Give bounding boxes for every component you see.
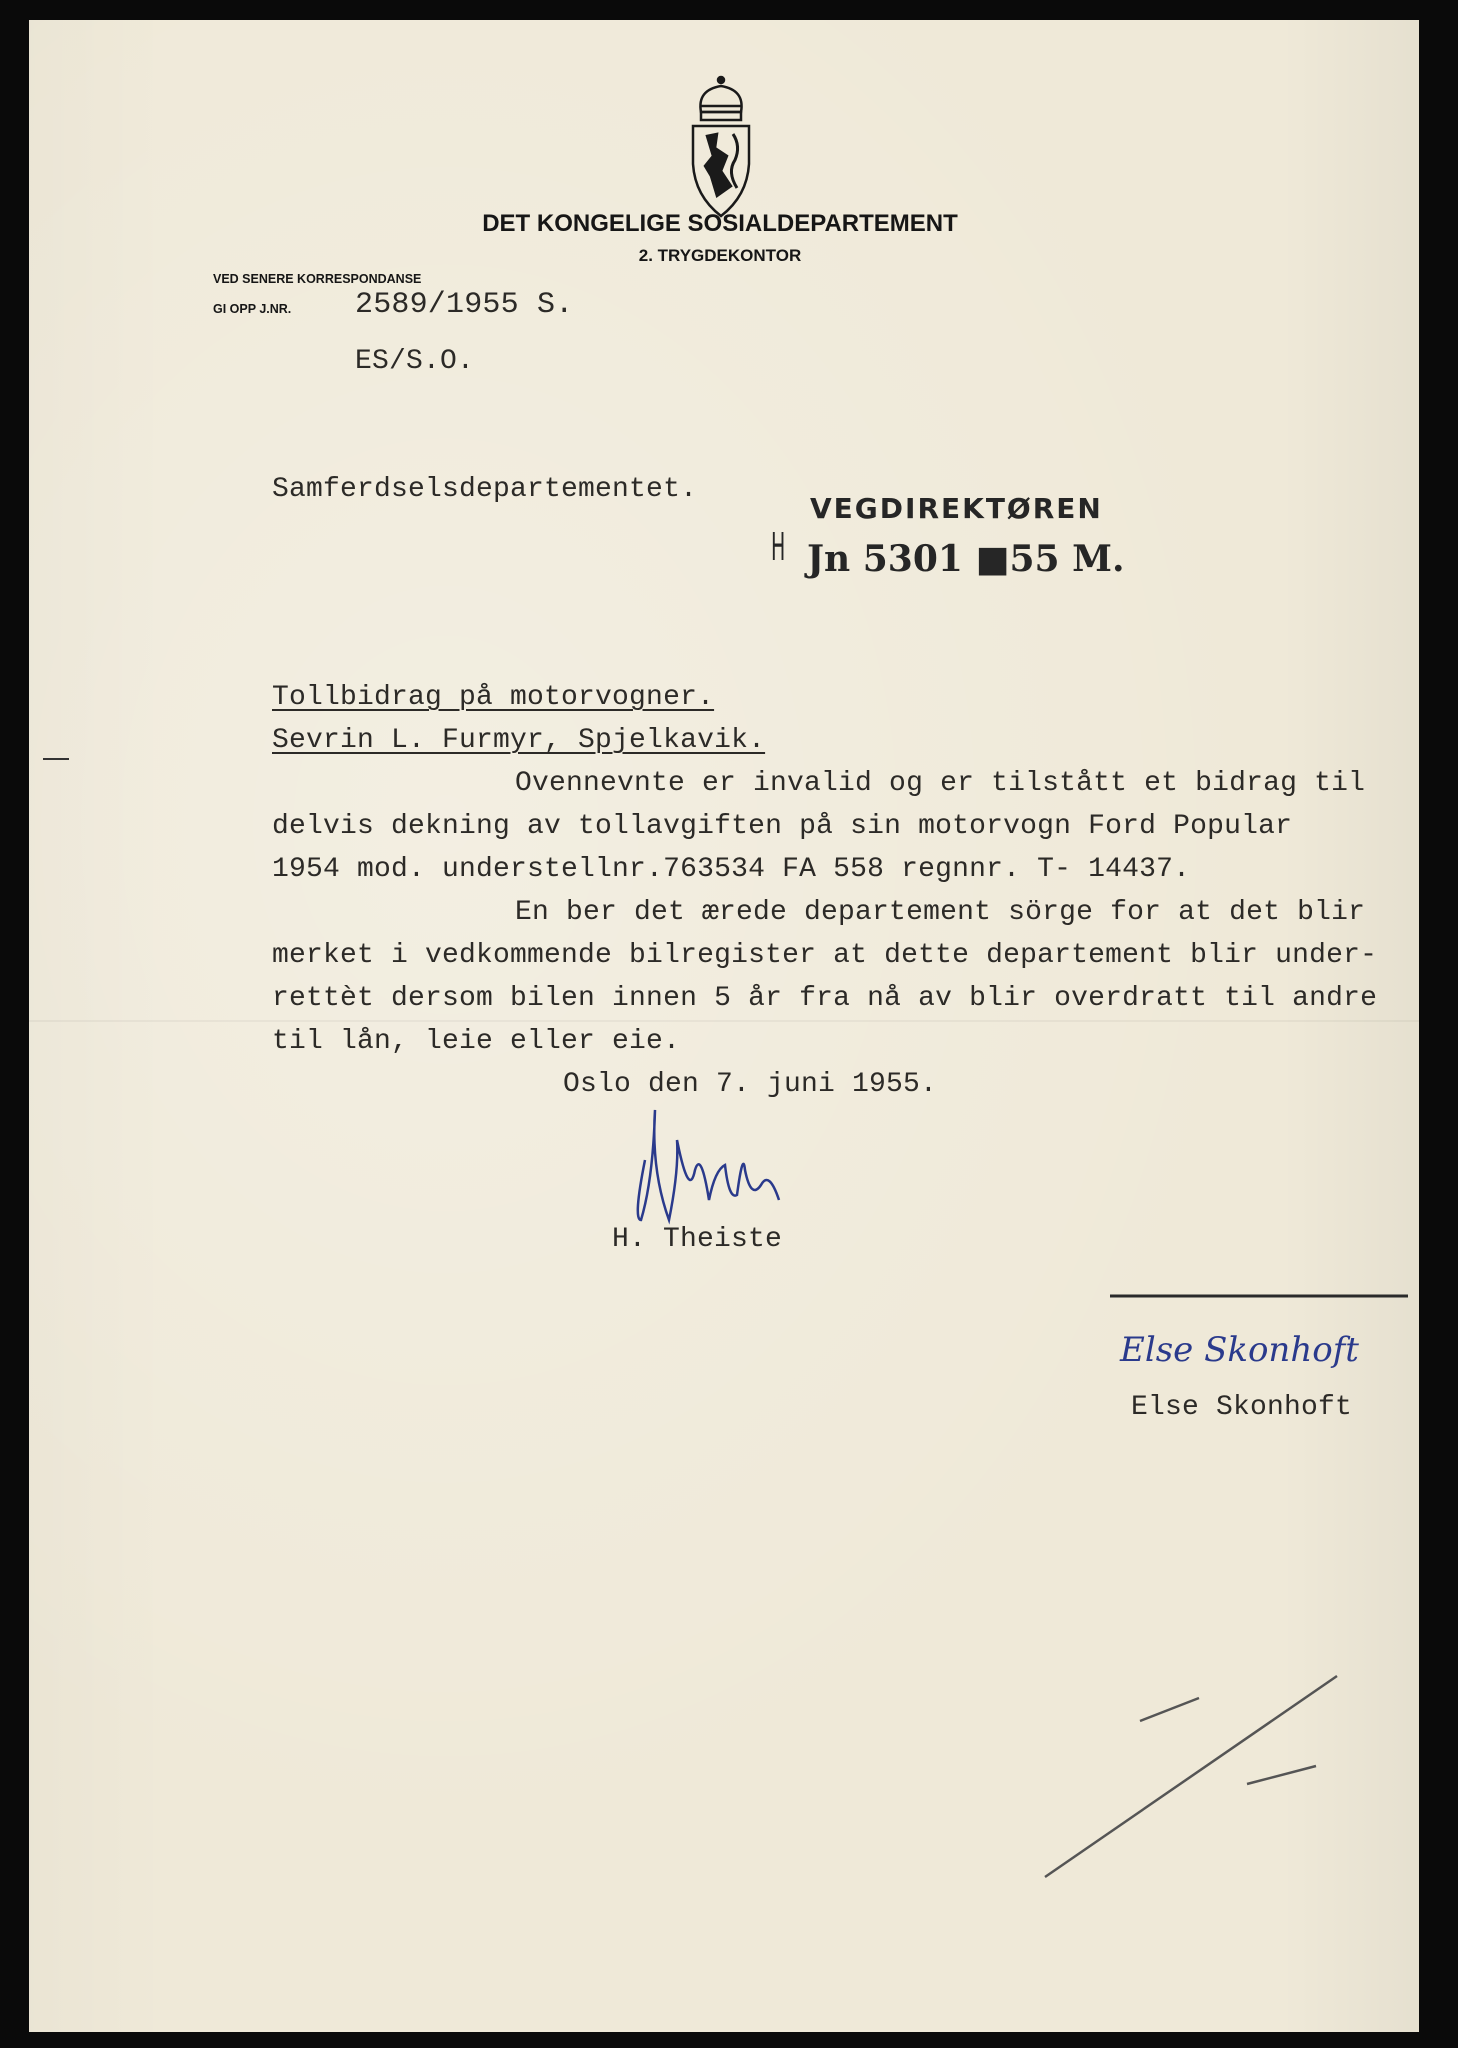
body-line: til lån, leie eller eie. — [272, 1026, 681, 1057]
letter-date: Oslo den 7. juni 1955. — [563, 1069, 938, 1100]
signatory-left: H. Theiste — [612, 1224, 783, 1255]
signature-theiste — [638, 1110, 779, 1220]
body-line: 1954 mod. understellnr.763534 FA 558 regnnr. T- 14437. — [272, 854, 1191, 885]
reference-note: VED SENERE KORRESPONDANSE — [213, 272, 422, 286]
body-line: delvis dekning av tollavgiften på sin motorvogn Ford Popular — [272, 811, 1293, 842]
pencil-stroke — [1045, 1676, 1337, 1877]
signature-skonhoft: Else Skonhoft — [1120, 1330, 1359, 1370]
journal-number: 2589/1955 S. — [355, 288, 574, 322]
ministry-title: DET KONGELIGE SOSIALDEPARTEMENT — [482, 210, 958, 237]
stamp-mark: H — [771, 525, 786, 569]
document-page — [29, 20, 1419, 2032]
pencil-stroke — [1247, 1766, 1316, 1784]
stamp-office: VEGDIREKTØREN — [810, 492, 1103, 525]
drawings-layer — [29, 20, 1419, 2032]
stamp-journal: Jn 5301 ■55 M. — [807, 538, 1125, 580]
pencil-stroke — [1140, 1698, 1199, 1721]
body-line: rettèt dersom bilen innen 5 år fra nå av blir overdratt til andre — [272, 983, 1378, 1014]
recipient: Samferdselsdepartementet. — [272, 474, 698, 505]
body-line: En ber det ærede departement sörge for at det blir — [515, 897, 1366, 928]
office-title: 2. TRYGDEKONTOR — [638, 246, 802, 265]
body-line: merket i vedkommende bilregister at dette departement blir under- — [272, 940, 1378, 971]
subject-line-1: Tollbidrag på motorvogner. — [272, 682, 715, 713]
signatory-right: Else Skonhoft — [1131, 1392, 1353, 1423]
journal-label: GI OPP J.NR. — [213, 302, 292, 316]
initials: ES/S.O. — [355, 346, 475, 377]
subject-line-2: Sevrin L. Furmyr, Spjelkavik. — [272, 725, 766, 756]
coat-of-arms-logo — [693, 77, 749, 216]
body-line: Ovennevnte er invalid og er tilstått et bidrag til — [515, 768, 1366, 799]
